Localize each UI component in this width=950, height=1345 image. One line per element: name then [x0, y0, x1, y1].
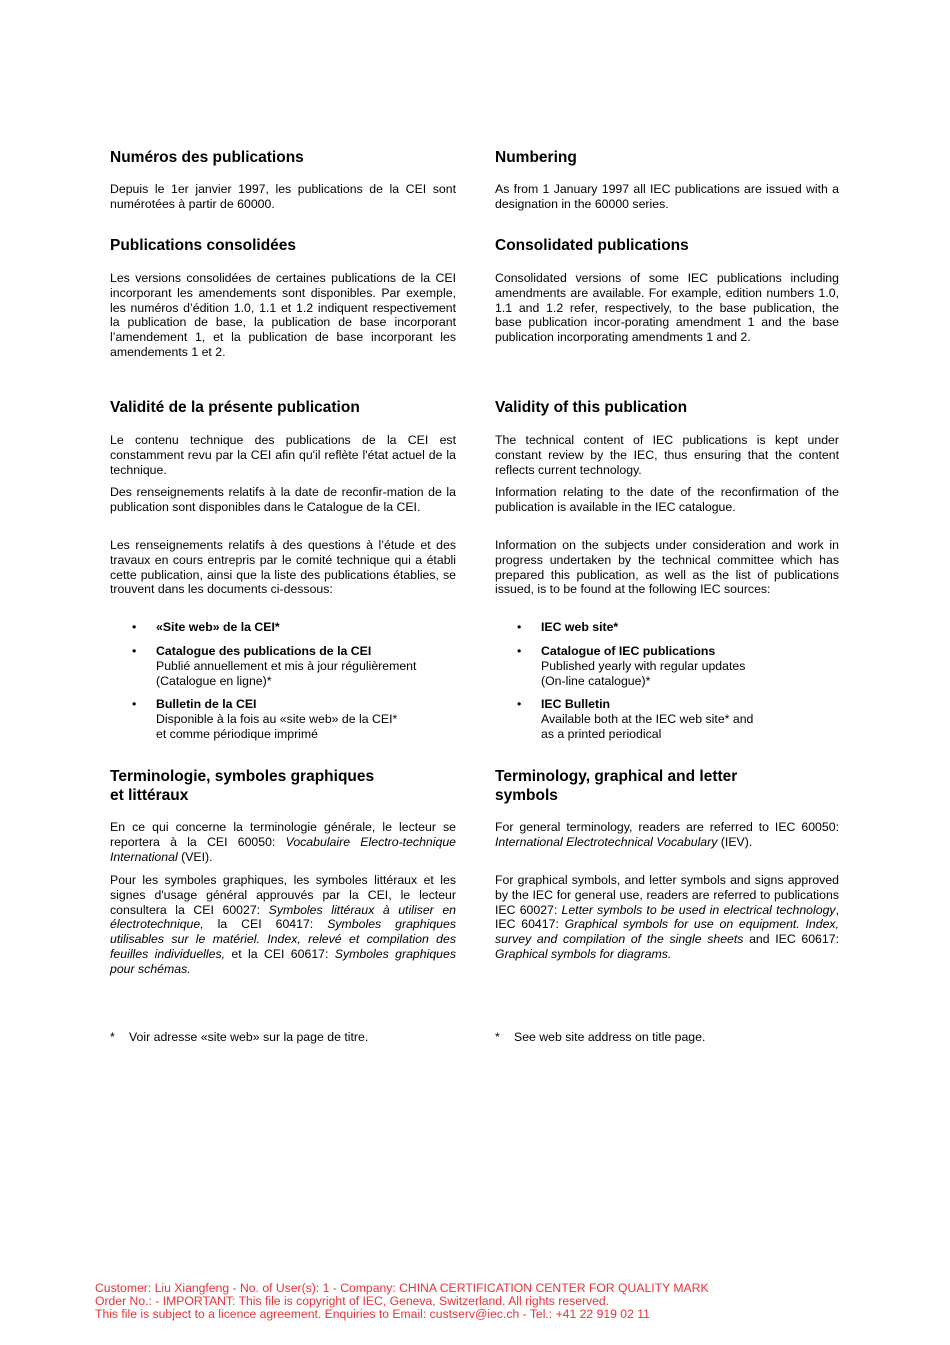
text-terminology-p1-fr: En ce qui concerne la terminologie générale, le lecteur se reportera à la CEI 60050: Vocabulaire Electro-technique International (VEI).: [110, 820, 456, 864]
bullet-line: Published yearly with regular updates: [541, 658, 746, 673]
list-item: [110, 644, 456, 688]
customer-line: Customer: Liu Xiangfeng - No. of User(s): 1 - Company: CHINA CERTIFICATION CENTER FOR QUALITY MARK: [95, 1281, 709, 1295]
customer-line: Order No.: - IMPORTANT: This file is copyright of IEC, Geneva, Switzerland. All rights reserved.: [95, 1294, 610, 1309]
footnote-en: * See web site address on title page.: [495, 1030, 706, 1044]
bullet-icon: •: [517, 644, 522, 658]
bullet-line: as a printed periodical: [541, 726, 662, 741]
bullet-title: IEC web site*: [541, 620, 619, 634]
text-validity-p1-en: The technical content of IEC publications is kept under constant review by the IEC, thus ensuring that the content reflects current technology.: [495, 433, 839, 477]
list-item: [110, 697, 456, 741]
text-validity-p2-en: Information relating to the date of the reconfirmation of the publication is available in the IEC catalogue.: [495, 485, 839, 514]
bullet-title: «Site web» de la CEI*: [156, 620, 280, 634]
heading-consolidated-en: Consolidated publications: [495, 237, 689, 254]
bullet-title: Bulletin de la CEI: [156, 697, 257, 711]
text-validity-p2-fr: Des renseignements relatifs à la date de reconfir-mation de la publication sont disponibles dans le Catalogue de la CEI.: [110, 485, 456, 514]
text-validity-p1-fr: Le contenu technique des publications de la CEI est constamment revu par la CEI afin qu'il reflète l'état actuel de la technique.: [110, 433, 456, 477]
customer-licence-notice: [95, 1282, 855, 1322]
text-terminology-p1-en: For general terminology, readers are referred to IEC 60050: International Electrotechnical Vocabulary (IEV).: [495, 820, 839, 849]
text-consolidated-fr: Les versions consolidées de certaines publications de la CEI incorporant les amendements sont disponibles. Par exemple, les numéros d’édition 1.0, 1.1 et 1.2 indiquent respectivement la publication de base, la publication de base incorporant l’amendement 1, et la publication de base incorporant les amendements 1 et 2.: [110, 271, 456, 359]
list-item: [110, 620, 456, 635]
bullet-icon: •: [132, 697, 137, 711]
footnote-fr: * Voir adresse «site web» sur la page de titre.: [110, 1030, 369, 1044]
text-validity-p3-en: Information on the subjects under consideration and work in progress undertaken by the technical committee which has prepared this publication, as well as the list of publications issued, is to be found at the following IEC sources:: [495, 538, 839, 597]
bullet-line: (On-line catalogue)*: [541, 673, 651, 688]
heading-validity-fr: Validité de la présente publication: [110, 399, 360, 416]
heading-numbering-en: Numbering: [495, 149, 577, 166]
heading-terminology-en: Terminology, graphical and letter symbols: [495, 768, 738, 804]
bullet-line: et comme périodique imprimé: [156, 726, 318, 741]
bullet-line: Disponible à la fois au «site web» de la CEI*: [156, 711, 398, 726]
heading-numbering-fr: Numéros des publications: [110, 149, 304, 166]
bullet-title: Catalogue of IEC publications: [541, 644, 716, 658]
bullet-icon: •: [132, 620, 137, 634]
heading-terminology-fr: Terminologie, symboles graphiques et littéraux: [110, 768, 375, 804]
bullet-icon: •: [517, 697, 522, 711]
list-item: [495, 697, 839, 741]
heading-consolidated-fr: Publications consolidées: [110, 237, 297, 254]
bullet-line: Available both at the IEC web site* and: [541, 711, 754, 726]
bullet-title: IEC Bulletin: [541, 697, 611, 711]
text-numbering-fr: Depuis le 1er janvier 1997, les publications de la CEI sont numérotées à partir de 60000.: [110, 182, 456, 211]
bullet-icon: •: [517, 620, 522, 634]
bullet-line: Publié annuellement et mis à jour régulièrement: [156, 658, 417, 673]
bullet-title: Catalogue des publications de la CEI: [156, 644, 372, 658]
text-consolidated-en: Consolidated versions of some IEC publications including amendments are available. For example, edition numbers 1.0, 1.1 and 1.2 refer, respectively, to the base publication, the base publication incor-porating amendment 1 and the base publication incorporating amendments 1 and 2.: [495, 271, 839, 345]
text-validity-p3-fr: Les renseignements relatifs à des questions à l’étude et des travaux en cours entrepris par le comité technique qui a établi cette publication, ainsi que la liste des publications établies, se trouvent dans les documents ci-dessous:: [110, 538, 456, 597]
text-terminology-p2-fr: Pour les symboles graphiques, les symboles littéraux et les signes d'usage général approuvés par la CEI, le lecteur consultera la CEI 60027: Symboles littéraux à utiliser en électrotechnique, la CEI 60417: Symboles graphiques utilisables sur le matériel. Index, relevé et compilation des feuilles individuelles, et la CEI 60617: Symboles graphiques pour schémas.: [110, 873, 456, 976]
list-item: [495, 644, 839, 688]
text-terminology-p2-en: For graphical symbols, and letter symbols and signs approved by the IEC for general use, readers are referred to publications IEC 60027: Letter symbols to be used in electrical technology, IEC 60417: Graphical symbols for use on equipment. Index, survey and compilation of the single sheets and IEC 60617: Graphical symbols for diagrams.: [495, 873, 839, 961]
bullet-line: (Catalogue en ligne)*: [156, 673, 272, 688]
list-item: [495, 620, 839, 635]
text-numbering-en: As from 1 January 1997 all IEC publications are issued with a designation in the 60000 series.: [495, 182, 839, 211]
customer-line: This file is subject to a licence agreement. Enquiries to Email: custserv@iec.ch - Tel.: +41 22 919 02 11: [95, 1307, 650, 1322]
bullet-icon: •: [132, 644, 137, 658]
heading-validity-en: Validity of this publication: [495, 399, 688, 416]
